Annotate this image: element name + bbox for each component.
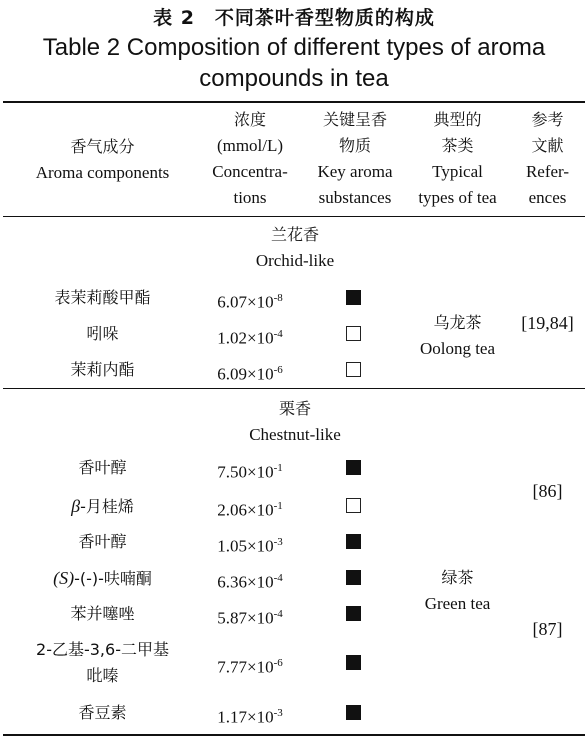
component-name-prefix: β xyxy=(71,496,81,516)
reference-chestnut-2: [87] xyxy=(532,619,563,639)
key-substance-filled-square-icon xyxy=(346,460,361,475)
section-title-chestnut: 栗香 Chestnut-like xyxy=(249,399,341,444)
key-substance-filled-square-icon xyxy=(346,655,361,670)
key-substance-filled-square-icon xyxy=(346,705,361,720)
key-substance-empty-square-icon xyxy=(346,362,361,377)
component-name: 苯并噻唑 xyxy=(70,604,135,623)
reference-chestnut-1: [86] xyxy=(532,481,563,501)
key-substance-filled-square-icon xyxy=(346,606,361,621)
component-name: 香叶醇 xyxy=(78,458,127,477)
key-substance-empty-square-icon xyxy=(346,326,361,341)
concentration-value: $1.02\times 10^{-4}$ xyxy=(217,328,283,348)
component-name: 茉莉内酯 xyxy=(70,360,135,379)
key-substance-filled-square-icon xyxy=(346,290,361,305)
header-col-references: 参考 文献 Refer- ences xyxy=(525,110,570,207)
component-name-prefix: (S) xyxy=(53,568,75,588)
component-name: 表茉莉酸甲酯 xyxy=(54,288,151,307)
concentration-value: $5.87\times 10^{-4}$ xyxy=(217,608,283,628)
concentration-value: $1.17\times 10^{-3}$ xyxy=(217,707,283,727)
concentration-value: $6.36\times 10^{-4}$ xyxy=(217,572,283,592)
table-title-en-line2: compounds in tea xyxy=(199,65,389,92)
tea-type-oolong: 乌龙茶 Oolong tea xyxy=(419,313,496,358)
header-rule xyxy=(3,216,585,217)
table-title-en xyxy=(0,32,588,94)
section-divider xyxy=(3,388,585,389)
table-title-en-line1: Table 2 Composition of different types of aroma xyxy=(42,34,546,61)
reference-orchid: [19,84] xyxy=(521,313,574,333)
concentration-value: $7.77\times 10^{-6}$ xyxy=(217,657,283,677)
concentration-value: $6.09\times 10^{-6}$ xyxy=(217,364,283,384)
key-substance-empty-square-icon xyxy=(346,498,361,513)
key-substance-filled-square-icon xyxy=(346,534,361,549)
top-rule xyxy=(3,101,585,103)
bottom-rule xyxy=(3,734,585,736)
component-name: 2-乙基-3,6-二甲基 吡嗪 xyxy=(36,640,169,685)
component-name: 香豆素 xyxy=(78,703,127,722)
component-name: 香叶醇 xyxy=(78,532,127,551)
header-col-concentration: 浓度 (mmol/L) Concentra- tions xyxy=(212,110,288,207)
header-col-components: 香气成分 Aroma components xyxy=(35,137,170,182)
concentration-value: $2.06\times 10^{-1}$ xyxy=(217,500,283,520)
header-col-key-substances: 关键呈香 物质 Key aroma substances xyxy=(317,110,393,207)
concentration-value: $1.05\times 10^{-3}$ xyxy=(217,536,283,556)
component-name: (S)-(-)-呋喃酮 xyxy=(53,568,152,588)
section-title-orchid: 兰花香 Orchid-like xyxy=(255,225,335,270)
header-col-tea-types: 典型的 茶类 Typical types of tea xyxy=(418,110,497,207)
tea-type-green: 绿茶 Green tea xyxy=(424,568,491,613)
concentration-value: $6.07\times 10^{-8}$ xyxy=(217,292,283,312)
component-name: 吲哚 xyxy=(86,324,119,343)
key-substance-filled-square-icon xyxy=(346,570,361,585)
table-title-zh: 表 2 不同茶叶香型物质的构成 xyxy=(153,7,435,29)
concentration-value: $7.50\times 10^{-1}$ xyxy=(217,462,283,482)
component-name: β-月桂烯 xyxy=(71,496,134,516)
